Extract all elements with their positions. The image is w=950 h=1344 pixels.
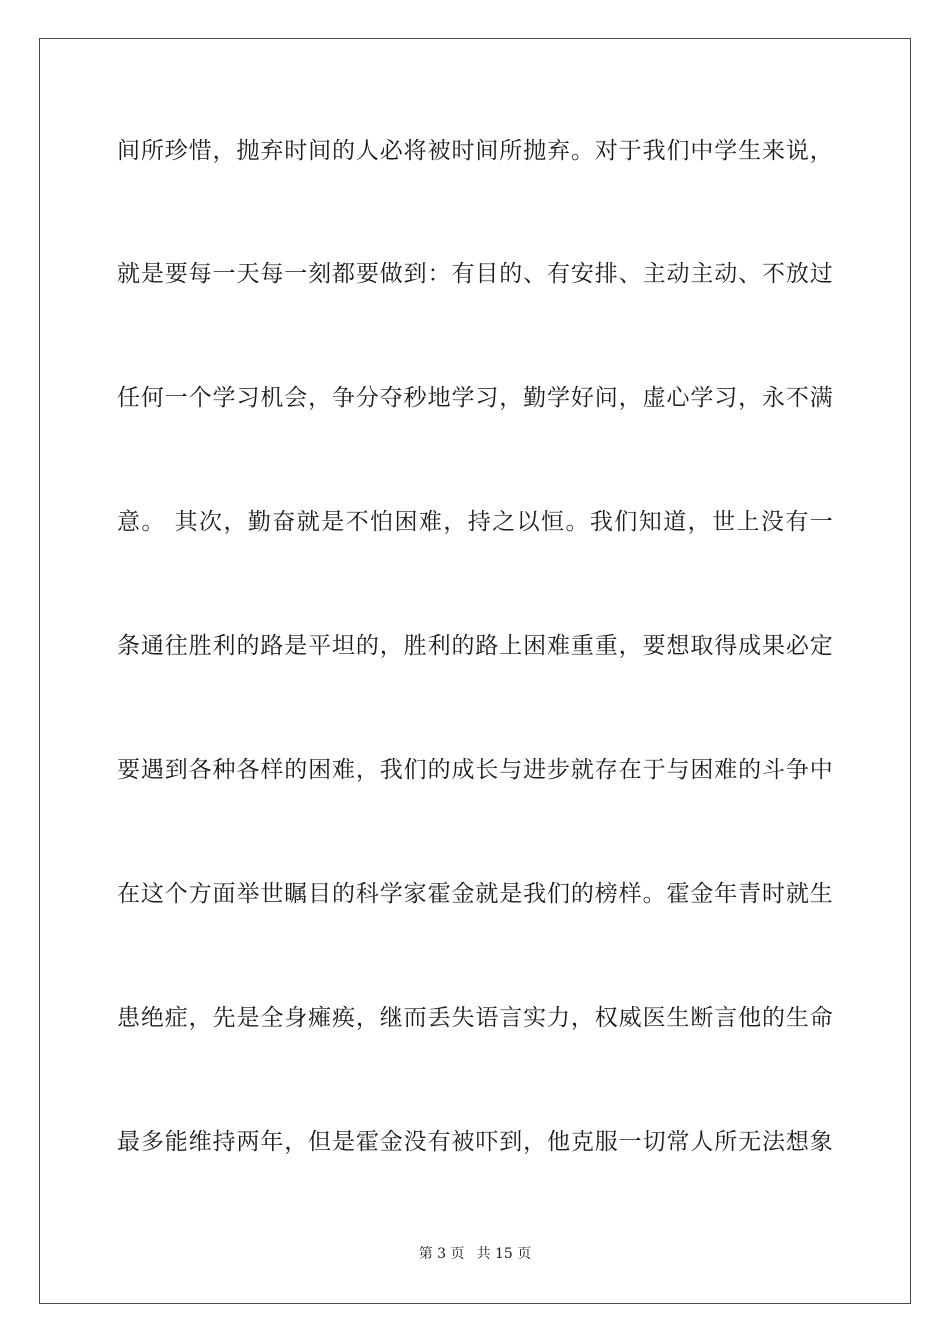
- text-line: 要遇到各种各样的困难，我们的成长与进步就存在于与困难的斗争中: [117, 757, 833, 783]
- page-total: 共 15 页: [476, 1246, 532, 1262]
- text-line: 患绝症，先是全身瘫痪，继而丢失语言实力，权威医生断言他的生命: [117, 1005, 833, 1031]
- text-line: 任何一个学习机会，争分夺秒地学习，勤学好问，虚心学习，永不满: [117, 385, 833, 411]
- page-footer: [0, 1245, 950, 1263]
- text-line: 间所珍惜，抛弃时间的人必将被时间所抛弃。对于我们中学生来说，: [117, 138, 833, 164]
- page-number: 第 3 页: [418, 1246, 465, 1262]
- text-line: 就是要每一天每一刻都要做到：有目的、有安排、主动主动、不放过: [117, 261, 833, 287]
- page-border: [39, 38, 911, 1304]
- text-line: 在这个方面举世瞩目的科学家霍金就是我们的榜样。霍金年青时就生: [117, 881, 833, 907]
- text-line: 最多能维持两年，但是霍金没有被吓到，他克服一切常人所无法想象: [117, 1129, 833, 1155]
- text-line: 意。 其次，勤奋就是不怕困难，持之以恒。我们知道，世上没有一: [117, 509, 833, 535]
- text-line: 条通往胜利的路是平坦的，胜利的路上困难重重，要想取得成果必定: [117, 633, 833, 659]
